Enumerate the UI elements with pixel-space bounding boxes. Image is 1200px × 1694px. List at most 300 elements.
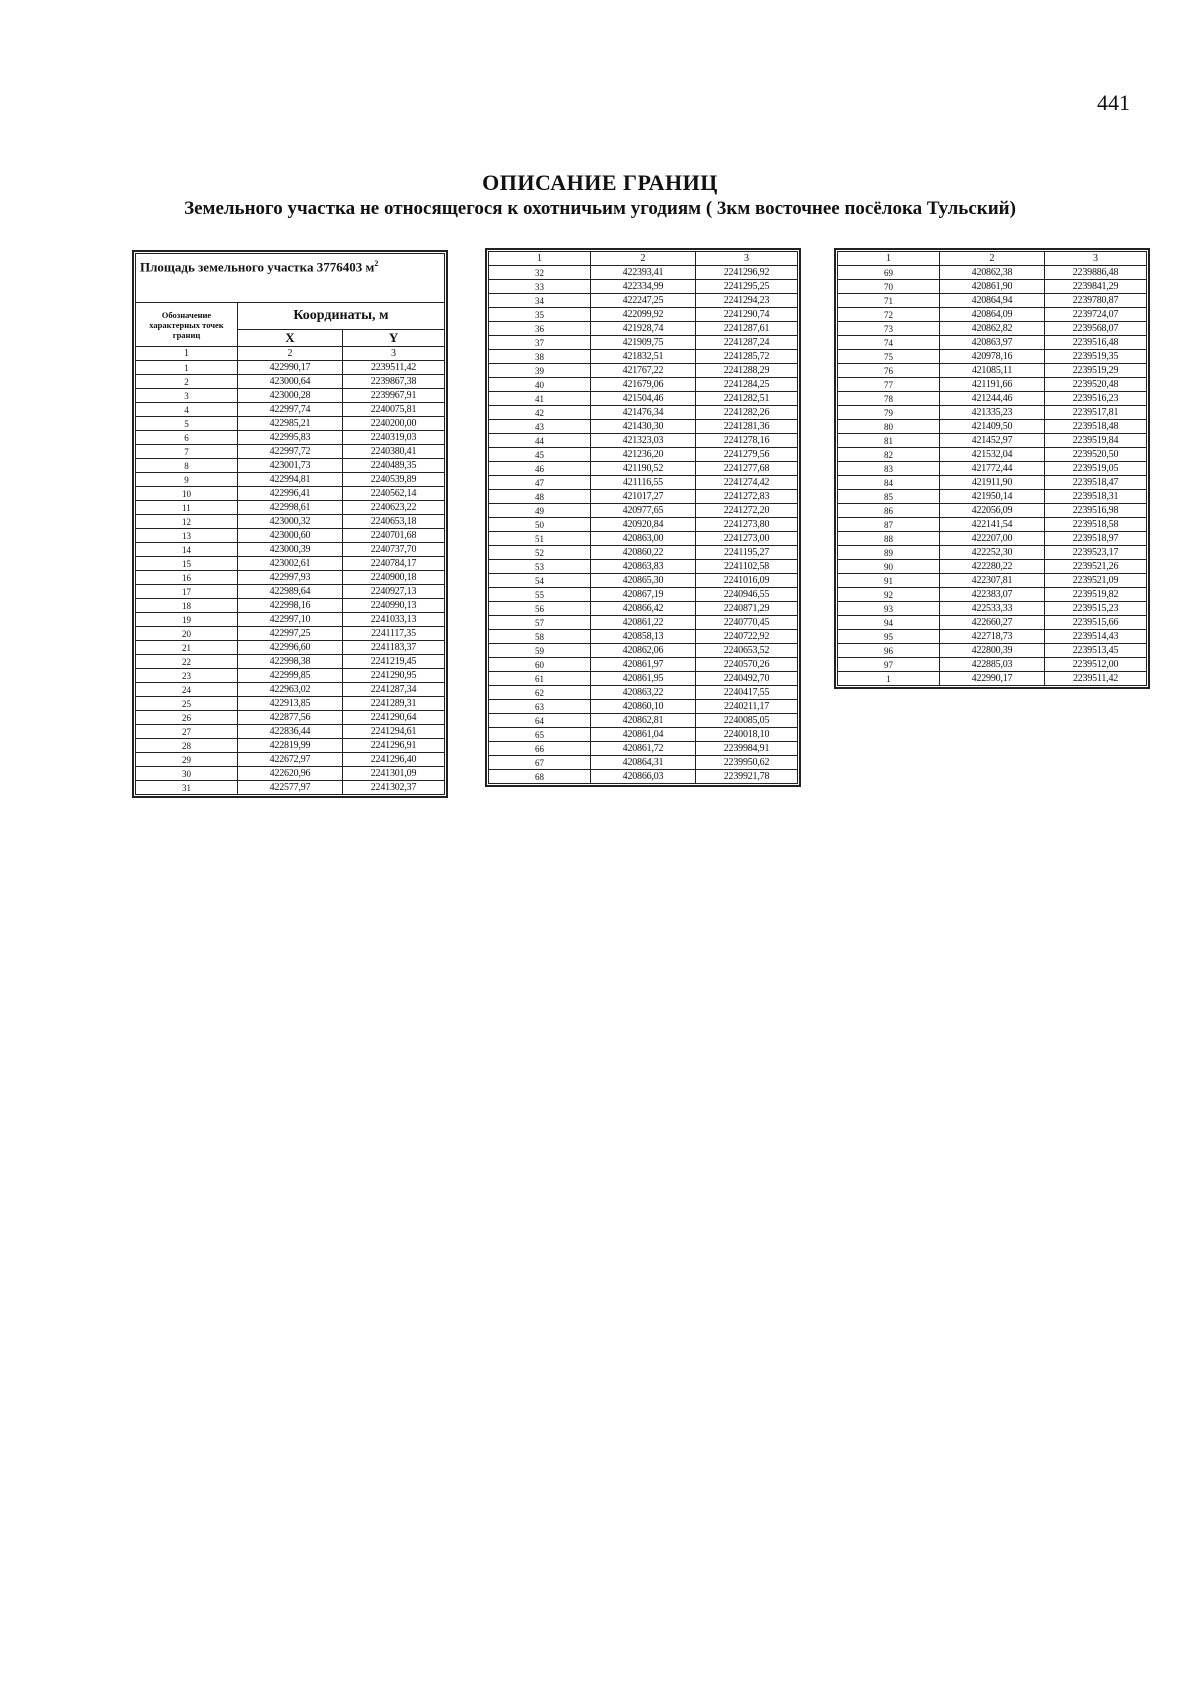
coordinate-x: 421335,23 [939,406,1044,420]
table-row [489,322,798,336]
point-number: 9 [136,473,238,487]
point-number: 80 [838,420,940,434]
column-number: 3 [343,347,445,361]
coordinate-x: 420865,30 [590,574,695,588]
table-row [489,546,798,560]
coordinate-y: 2241290,95 [343,669,445,683]
coordinate-y: 2239519,84 [1045,434,1147,448]
coordinate-x: 420864,94 [939,294,1044,308]
point-number: 11 [136,501,238,515]
coordinate-y: 2239518,48 [1045,420,1147,434]
coordinate-x: 420864,31 [590,756,695,770]
coordinate-y: 2240562,14 [343,487,445,501]
table-row [489,644,798,658]
point-number: 93 [838,602,940,616]
table-row [489,742,798,756]
point-number: 8 [136,459,238,473]
coordinate-x: 422247,25 [590,294,695,308]
point-number: 95 [838,630,940,644]
point-number: 77 [838,378,940,392]
point-number: 7 [136,445,238,459]
table-row [489,756,798,770]
coordinate-y: 2240623,22 [343,501,445,515]
point-number: 54 [489,574,591,588]
table-row [838,644,1147,658]
coordinate-y: 2239520,48 [1045,378,1147,392]
coordinate-x: 421476,34 [590,406,695,420]
coordinate-x: 422990,17 [939,672,1044,686]
coordinate-x: 420862,06 [590,644,695,658]
point-number: 36 [489,322,591,336]
coordinate-x: 422099,92 [590,308,695,322]
point-number: 6 [136,431,238,445]
coordinate-x: 421409,50 [939,420,1044,434]
coordinate-x: 422999,85 [237,669,342,683]
table-row [489,700,798,714]
table-row [838,448,1147,462]
point-number: 33 [489,280,591,294]
table-row [489,336,798,350]
coordinate-x: 420860,10 [590,700,695,714]
point-number: 1 [136,361,238,375]
point-number: 39 [489,364,591,378]
coordinate-x: 420861,04 [590,728,695,742]
coordinate-x: 420977,65 [590,504,695,518]
table-row [136,599,445,613]
table-row [489,560,798,574]
point-number: 53 [489,560,591,574]
table-row [838,308,1147,322]
coordinate-y: 2241285,72 [696,350,798,364]
point-number: 29 [136,753,238,767]
point-number: 43 [489,420,591,434]
x-header: X [237,330,342,347]
coordinate-y: 2239514,43 [1045,630,1147,644]
coordinate-x: 423000,64 [237,375,342,389]
table-row [136,487,445,501]
coordinate-y: 2241290,64 [343,711,445,725]
coordinate-y: 2239518,97 [1045,532,1147,546]
coordinate-y: 2239511,42 [343,361,445,375]
coordinate-y: 2239516,48 [1045,336,1147,350]
coordinate-x: 421772,44 [939,462,1044,476]
coordinate-x: 422998,61 [237,501,342,515]
coordinate-x: 422056,09 [939,504,1044,518]
coordinate-x: 422383,07 [939,588,1044,602]
point-number: 52 [489,546,591,560]
coordinate-y: 2241302,37 [343,781,445,795]
column-number: 2 [590,252,695,266]
coordinate-x: 420861,72 [590,742,695,756]
coordinate-x: 422998,38 [237,655,342,669]
table-row [838,616,1147,630]
coordinate-x: 422996,41 [237,487,342,501]
coordinate-x: 422393,41 [590,266,695,280]
table-row [489,364,798,378]
coordinate-y: 2240770,45 [696,616,798,630]
coordinate-y: 2239521,26 [1045,560,1147,574]
point-number: 76 [838,364,940,378]
table-row [136,725,445,739]
point-number: 34 [489,294,591,308]
coordinate-y: 2240784,17 [343,557,445,571]
coordinate-y: 2239519,82 [1045,588,1147,602]
coordinate-y: 2240701,68 [343,529,445,543]
point-number: 67 [489,756,591,770]
coordinate-y: 2241279,56 [696,448,798,462]
coordinate-x: 422533,33 [939,602,1044,616]
coordinate-x: 422885,03 [939,658,1044,672]
table-row [838,518,1147,532]
coordinate-x: 422280,22 [939,560,1044,574]
point-number: 89 [838,546,940,560]
point-number: 91 [838,574,940,588]
coordinate-y: 2241102,58 [696,560,798,574]
coordinate-x: 420864,09 [939,308,1044,322]
coordinate-y: 2241295,25 [696,280,798,294]
coordinate-y: 2239519,05 [1045,462,1147,476]
point-number: 3 [136,389,238,403]
coordinate-y: 2239967,91 [343,389,445,403]
table-row [838,490,1147,504]
table-row [838,560,1147,574]
coordinate-x: 423000,39 [237,543,342,557]
coordinate-y: 2241282,51 [696,392,798,406]
point-number: 59 [489,644,591,658]
point-number: 70 [838,280,940,294]
coordinate-y: 2240871,29 [696,602,798,616]
coordinate-y: 2239523,17 [1045,546,1147,560]
coordinate-y: 2239568,07 [1045,322,1147,336]
coordinate-x: 422877,56 [237,711,342,725]
coordinate-y: 2240417,55 [696,686,798,700]
coordinate-x: 421430,30 [590,420,695,434]
coordinate-x: 421532,04 [939,448,1044,462]
table-row [136,641,445,655]
coordinate-x: 420861,90 [939,280,1044,294]
table-row [489,728,798,742]
coordinate-x: 420978,16 [939,350,1044,364]
coordinate-y: 2239984,91 [696,742,798,756]
coordinate-x: 421236,20 [590,448,695,462]
designation-header: Обозначение характерных точек границ [136,303,238,347]
coordinate-y: 2241296,40 [343,753,445,767]
point-number: 38 [489,350,591,364]
point-number: 83 [838,462,940,476]
coordinate-y: 2240570,26 [696,658,798,672]
coordinate-y: 2241272,83 [696,490,798,504]
table-row [136,753,445,767]
coordinate-y: 2239519,29 [1045,364,1147,378]
coordinate-y: 2241274,42 [696,476,798,490]
coordinate-y: 2240900,18 [343,571,445,585]
coordinate-x: 421504,46 [590,392,695,406]
column-number: 1 [838,252,940,266]
point-number: 66 [489,742,591,756]
coordinate-x: 422207,00 [939,532,1044,546]
point-number: 13 [136,529,238,543]
table-row [489,266,798,280]
coordinate-x: 423000,28 [237,389,342,403]
point-number: 75 [838,350,940,364]
point-number: 72 [838,308,940,322]
coordinate-y: 2241296,92 [696,266,798,280]
coordinate-y: 2239515,66 [1045,616,1147,630]
column-number: 2 [939,252,1044,266]
coordinate-x: 422985,21 [237,417,342,431]
table-row [136,739,445,753]
coordinate-x: 420861,95 [590,672,695,686]
coordinate-y: 2241287,24 [696,336,798,350]
coordinate-y: 2240018,10 [696,728,798,742]
coordinate-x: 422996,60 [237,641,342,655]
table-row [489,770,798,784]
point-number: 22 [136,655,238,669]
coordinate-y: 2239516,23 [1045,392,1147,406]
point-number: 63 [489,700,591,714]
table-row [489,434,798,448]
coordinate-x: 422997,72 [237,445,342,459]
table-row [489,532,798,546]
table-row [489,308,798,322]
table-row [136,781,445,795]
point-number: 23 [136,669,238,683]
coordinate-x: 420867,19 [590,588,695,602]
coordinate-x: 420861,22 [590,616,695,630]
point-number: 88 [838,532,940,546]
point-number: 10 [136,487,238,501]
coordinate-x: 420863,97 [939,336,1044,350]
point-number: 27 [136,725,238,739]
point-number: 69 [838,266,940,280]
coordinate-y: 2241290,74 [696,308,798,322]
coordinate-x: 423002,61 [237,557,342,571]
table-row [136,697,445,711]
coordinate-y: 2240489,35 [343,459,445,473]
coordinate-y: 2239921,78 [696,770,798,784]
coordinate-y: 2240653,52 [696,644,798,658]
table-row [136,473,445,487]
point-number: 86 [838,504,940,518]
coordinate-x: 420862,38 [939,266,1044,280]
column-number: 1 [136,347,238,361]
point-number: 20 [136,627,238,641]
point-number: 40 [489,378,591,392]
table-row [489,462,798,476]
coordinate-y: 2240927,13 [343,585,445,599]
point-number: 24 [136,683,238,697]
table-row [489,686,798,700]
coordinate-y: 2241033,13 [343,613,445,627]
point-number: 71 [838,294,940,308]
coordinate-x: 420862,82 [939,322,1044,336]
coordinate-y: 2239867,38 [343,375,445,389]
table-row [489,406,798,420]
coordinate-x: 422819,99 [237,739,342,753]
point-number: 57 [489,616,591,630]
point-number: 92 [838,588,940,602]
coordinate-y: 2239841,29 [1045,280,1147,294]
coordinate-y: 2240211,17 [696,700,798,714]
table-row [489,616,798,630]
table-row [838,406,1147,420]
table-row [136,361,445,375]
point-number: 79 [838,406,940,420]
point-number: 21 [136,641,238,655]
table-row [838,546,1147,560]
coordinate-x: 421911,90 [939,476,1044,490]
table-row [838,266,1147,280]
coordinate-y: 2239516,98 [1045,504,1147,518]
coordinate-y: 2240492,70 [696,672,798,686]
table-row [838,658,1147,672]
table-row [838,350,1147,364]
table-row [838,378,1147,392]
point-number: 68 [489,770,591,784]
coordinate-y: 2239518,47 [1045,476,1147,490]
coordinate-x: 422307,81 [939,574,1044,588]
point-number: 74 [838,336,940,350]
table-row [489,658,798,672]
coordinate-y: 2241287,34 [343,683,445,697]
table-row [838,602,1147,616]
point-number: 12 [136,515,238,529]
coordinate-x: 422836,44 [237,725,342,739]
point-number: 51 [489,532,591,546]
coordinate-y: 2241273,00 [696,532,798,546]
coordinate-y: 2241287,61 [696,322,798,336]
table-row [838,504,1147,518]
coordinate-x: 421452,97 [939,434,1044,448]
document-subtitle: Земельного участка не относящегося к охотничьим угодиям ( 3км восточнее посёлока Тульский) [184,198,1016,219]
point-number: 73 [838,322,940,336]
point-number: 90 [838,560,940,574]
coordinate-x: 421928,74 [590,322,695,336]
point-number: 37 [489,336,591,350]
table-row [838,392,1147,406]
coordinate-y: 2241195,27 [696,546,798,560]
table-row [838,672,1147,686]
table-row [136,669,445,683]
table-row [489,672,798,686]
table-row [136,557,445,571]
coordinate-y: 2241294,23 [696,294,798,308]
point-number: 31 [136,781,238,795]
coordinate-y: 2241288,29 [696,364,798,378]
table-row [489,504,798,518]
coordinate-x: 421244,46 [939,392,1044,406]
coordinate-x: 420866,42 [590,602,695,616]
table-row [136,585,445,599]
point-number: 32 [489,266,591,280]
coordinate-y: 2239518,58 [1045,518,1147,532]
table-row [136,459,445,473]
coordinate-y: 2241273,80 [696,518,798,532]
coordinate-y: 2239780,87 [1045,294,1147,308]
table-row [489,630,798,644]
coordinate-x: 422252,30 [939,546,1044,560]
point-number: 5 [136,417,238,431]
coordinate-y: 2241281,36 [696,420,798,434]
coordinate-y: 2240653,18 [343,515,445,529]
coordinate-y: 2240200,00 [343,417,445,431]
point-number: 42 [489,406,591,420]
table-row [489,378,798,392]
coordinate-x: 420860,22 [590,546,695,560]
point-number: 2 [136,375,238,389]
point-number: 46 [489,462,591,476]
table-row [136,389,445,403]
coordinate-x: 422997,93 [237,571,342,585]
point-number: 48 [489,490,591,504]
coordinate-x: 421190,52 [590,462,695,476]
table-row [136,515,445,529]
coordinate-x: 421832,51 [590,350,695,364]
point-number: 19 [136,613,238,627]
coordinate-y: 2240946,55 [696,588,798,602]
table-row [838,322,1147,336]
table-row [489,392,798,406]
table-row [489,294,798,308]
point-number: 85 [838,490,940,504]
y-header: Y [343,330,445,347]
coordinate-x: 421950,14 [939,490,1044,504]
table-row [489,714,798,728]
point-number: 45 [489,448,591,462]
point-number: 35 [489,308,591,322]
coordinate-x: 422800,39 [939,644,1044,658]
point-number: 65 [489,728,591,742]
coordinate-y: 2240990,13 [343,599,445,613]
coordinate-x: 421909,75 [590,336,695,350]
coordinate-x: 420863,22 [590,686,695,700]
coordinate-y: 2239886,48 [1045,266,1147,280]
coordinate-y: 2241183,37 [343,641,445,655]
coordinate-y: 2239518,31 [1045,490,1147,504]
coordinate-y: 2241278,16 [696,434,798,448]
table-row [489,476,798,490]
coordinate-y: 2239517,81 [1045,406,1147,420]
coordinate-x: 420858,13 [590,630,695,644]
table-row [489,448,798,462]
coordinate-y: 2240539,89 [343,473,445,487]
coordinate-x: 422998,16 [237,599,342,613]
coordinate-y: 2239513,45 [1045,644,1147,658]
point-number: 30 [136,767,238,781]
point-number: 64 [489,714,591,728]
column-number: 3 [1045,252,1147,266]
point-number: 62 [489,686,591,700]
coordinate-x: 422997,10 [237,613,342,627]
coordinate-y: 2241277,68 [696,462,798,476]
document-title: ОПИСАНИЕ ГРАНИЦ [482,170,718,195]
point-number: 25 [136,697,238,711]
table-row [838,434,1147,448]
coordinate-x: 422963,02 [237,683,342,697]
point-number: 84 [838,476,940,490]
page-number: 441 [1097,90,1130,115]
point-number: 87 [838,518,940,532]
table-row [136,613,445,627]
point-number: 15 [136,557,238,571]
coordinate-x: 420863,83 [590,560,695,574]
coordinate-y: 2241117,35 [343,627,445,641]
coordinate-x: 421116,55 [590,476,695,490]
coordinate-y: 2241289,31 [343,697,445,711]
column-number: 2 [237,347,342,361]
table-row [838,588,1147,602]
table-row [838,630,1147,644]
